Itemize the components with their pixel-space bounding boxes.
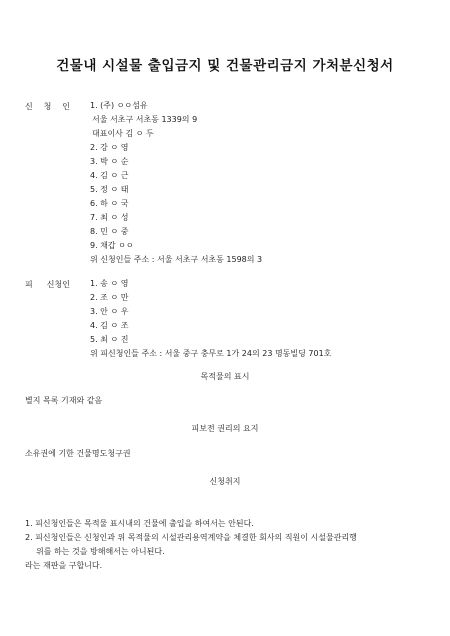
respondent-line-5: 5. 최 ㅇ 진 [90, 335, 129, 344]
respondent-label: 피 신청인 [25, 280, 70, 289]
applicant-representative: 대표이사 김 ㅇ 두 [92, 129, 154, 138]
object-heading: 목적물의 표시 [200, 372, 250, 381]
applicant-address-1: 서울 서초구 서초동 1339의 9 [92, 115, 198, 124]
object-text: 별지 목록 기재와 같음 [25, 396, 103, 405]
purpose-item-2-cont: 위를 하는 것을 방해해서는 아니된다. [36, 547, 165, 556]
applicant-address: 위 신청인들 주소 : 서울 서초구 서초동 1598의 3 [90, 255, 263, 264]
respondent-address: 위 피신청인들 주소 : 서울 중구 충무로 1가 24의 23 명동빌딩 701호 [90, 349, 332, 358]
document-title: 건물내 시설물 출입금지 및 건물관리금지 가처분신청서 [56, 58, 394, 74]
applicant-line-9: 9. 채갑 ㅇㅇ [90, 241, 134, 250]
purpose-item-1: 1. 피신청인들은 목적물 표시내의 건물에 출입을 하여서는 안된다. [25, 519, 254, 528]
respondent-line-4: 4. 김 ㅇ 조 [90, 321, 129, 330]
applicant-line-5: 5. 정 ㅇ 태 [90, 185, 129, 194]
purpose-heading: 신청취지 [209, 477, 241, 486]
purpose-item-2: 2. 피신청인들은 신청인과 위 목적물의 시설관리용역계약을 체결한 회사의 직원이 시설물관리행 [25, 533, 357, 542]
purpose-closing: 라는 재판을 구합니다. [25, 561, 103, 570]
respondent-line-3: 3. 안 ㅇ 우 [90, 307, 129, 316]
applicant-line-2: 2. 강 ㅇ 영 [90, 143, 129, 152]
right-heading: 피보전 권리의 요지 [191, 424, 259, 433]
applicant-line-4: 4. 김 ㅇ 근 [90, 171, 129, 180]
right-text: 소유권에 기한 건물명도청구권 [25, 449, 131, 458]
applicant-label: 신 청 인 [25, 102, 70, 111]
applicant-line-8: 8. 민 ㅇ 중 [90, 227, 129, 236]
applicant-line-7: 7. 최 ㅇ 성 [90, 213, 129, 222]
applicant-line-3: 3. 박 ㅇ 순 [90, 157, 129, 166]
respondent-line-2: 2. 조 ㅇ 만 [90, 293, 129, 302]
applicant-line-1: 1. (주) ㅇㅇ섬유 [90, 101, 148, 110]
respondent-line-1: 1. 송 ㅇ 영 [90, 279, 129, 288]
applicant-line-6: 6. 하 ㅇ 국 [90, 199, 129, 208]
